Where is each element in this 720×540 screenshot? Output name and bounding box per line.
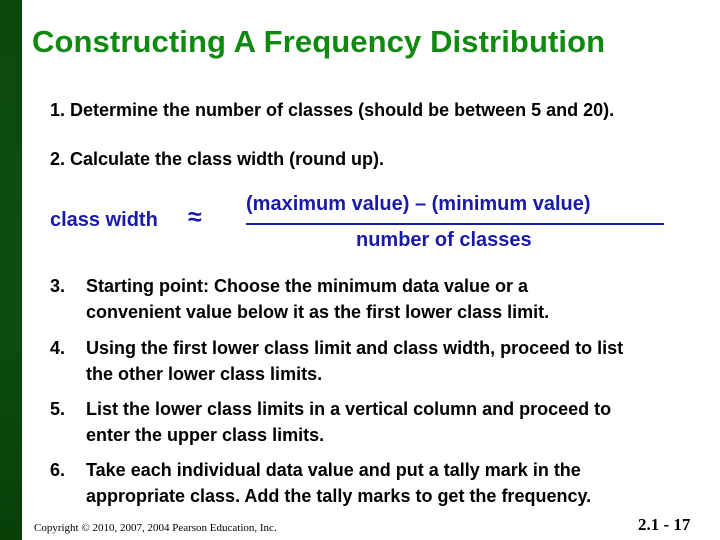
step-number: 4. xyxy=(50,338,66,358)
step-line: Using the first lower class limit and class width, proceed to list xyxy=(86,338,624,358)
step-line: convenient value below it as the first lower class limit. xyxy=(86,302,550,322)
step-line: Starting point: Choose the minimum data value or a xyxy=(86,276,529,296)
step-line: appropriate class. Add the tally marks to get the frequency. xyxy=(86,486,592,506)
page-number: 2.1 - 17 xyxy=(638,515,691,534)
approx-symbol: ≈ xyxy=(188,203,202,231)
formula-label: class width xyxy=(50,209,158,231)
step-number: 3. xyxy=(50,276,66,296)
fraction-bar xyxy=(246,223,664,225)
formula-denominator: number of classes xyxy=(356,229,532,251)
side-accent-bar xyxy=(0,0,22,540)
step-line: List the lower class limits in a vertical column and proceed to xyxy=(86,399,612,419)
step-2-text: 2. Calculate the class width (round up). xyxy=(50,149,385,169)
step-line: enter the upper class limits. xyxy=(86,425,325,445)
slide-title: Constructing A Frequency Distribution xyxy=(32,24,606,59)
step-number: 5. xyxy=(50,399,66,419)
formula-numerator: (maximum value) – (minimum value) xyxy=(246,193,591,215)
step-1-text: 1. Determine the number of classes (should be between 5 and 20). xyxy=(50,100,615,120)
step-line: the other lower class limits. xyxy=(86,364,323,384)
step-number: 6. xyxy=(50,460,66,480)
copyright-notice: Copyright © 2010, 2007, 2004 Pearson Education, Inc. xyxy=(34,522,277,534)
step-line: Take each individual data value and put a tally mark in the xyxy=(86,460,581,480)
